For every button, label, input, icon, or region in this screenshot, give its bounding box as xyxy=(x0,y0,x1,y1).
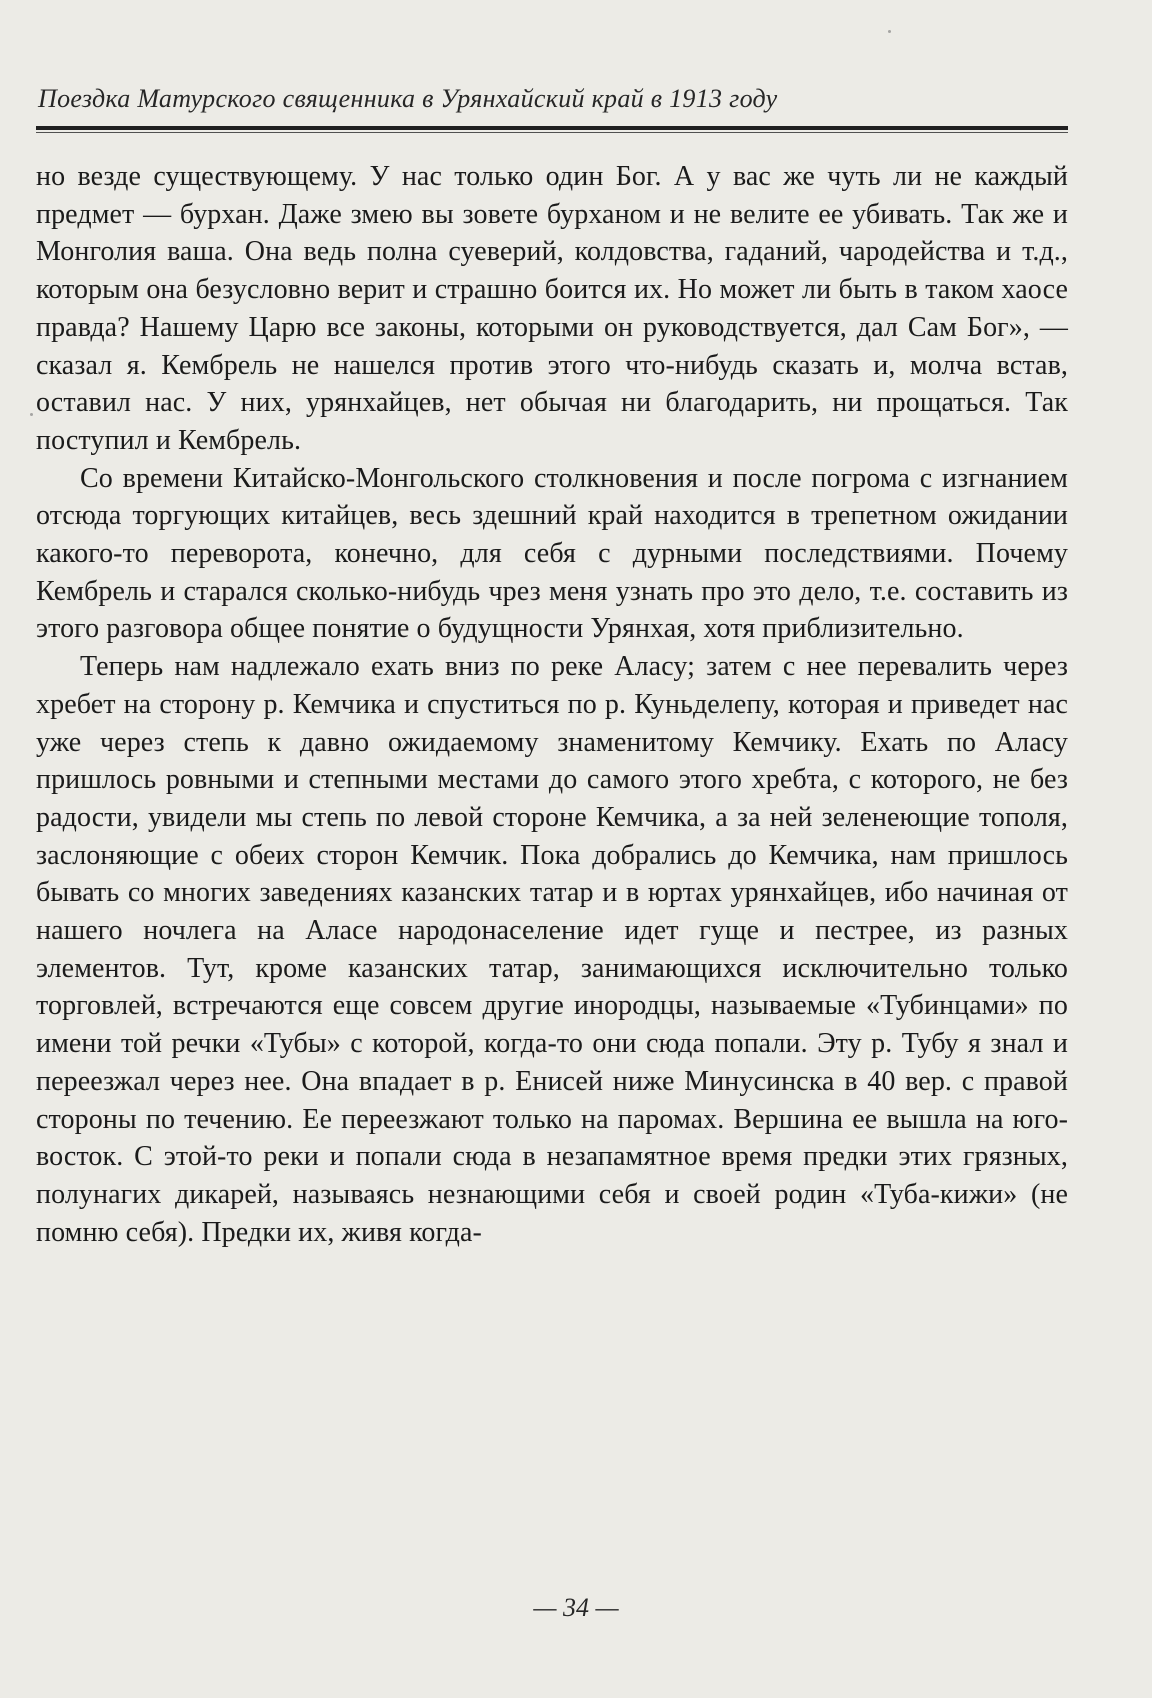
running-header-title: Поездка Матурского священника в Урянхайский край в 1913 году xyxy=(38,84,778,113)
page-number: — 34 — xyxy=(533,1593,619,1622)
paragraph-continued: но везде существующему. У нас только один Бог. А у вас же чуть ли не каждый предмет — бурхан. Даже змею вы зовете бурханом и не велите ее убивать. Так же и Монголия ваша. Она ведь полна суеверий, колдовства, гаданий, чародейства и т.д., которым она безусловно верит и страшно боится их. Но может ли быть в таком хаосе правда? Нашему Царю все законы, которыми он руководствуется, дал Сам Бог», — сказал я. Кембрель не нашелся против этого что-нибудь сказать и, молча встав, оставил нас. У них, урянхайцев, нет обычая ни благодарить, ни прощаться. Так поступил и Кембрель. xyxy=(36,161,1068,456)
paper-speck xyxy=(30,413,33,416)
body-text xyxy=(36,158,1068,1251)
header-rule-thick xyxy=(36,126,1068,130)
paper-speck xyxy=(888,30,891,33)
paragraph: Теперь нам надлежало ехать вниз по реке Аласу; затем с нее перевалить через хребет на сторону р. Кемчика и спуститься по р. Куньделепу, которая и приведет нас уже через степь к давно ожидаемому знаменитому Кемчику. Ехать по Аласу пришлось ровными и степными местами до самого этого хребта, с которого, не без радости, увидели мы степь по левой стороне Кемчика, а за ней зеленеющие тополя, заслоняющие с обеих сторон Кемчик. Пока добрались до Кемчика, нам пришлось бывать со многих заведениях казанских татар и в юртах урянхайцев, ибо начиная от нашего ночлега на Аласе народонаселение идет гуще и пестрее, из разных элементов. Тут, кроме казанских татар, занимающихся исключительно только торговлей, встречаются еще совсем другие инородцы, называемые «Тубинцами» по имени той речки «Тубы» с которой, когда-то они сюда попали. Эту р. Тубу я знал и переезжал через нее. Она впадает в р. Енисей ниже Минусинска в 40 вер. с правой стороны по течению. Ее переезжают только на паромах. Вершина ее вышла на юго-восток. С этой-то реки и попали сюда в незапамятное время предки этих грязных, полунагих дикарей, называясь незнающими себя и своей родин «Туба-кижи» (не помню себя). Предки их, живя когда- xyxy=(36,651,1068,1248)
header-rule-thin xyxy=(36,132,1068,133)
paragraph: Со времени Китайско-Монгольского столкновения и после погрома с изгнанием отсюда торгующих китайцев, весь здешний край находится в трепетном ожидании какого-то переворота, конечно, для себя с дурными последствиями. Почему Кембрель и старался сколько-нибудь чрез меня узнать про это дело, т.е. составить из этого разговора общее понятие о будущности Урянхая, хотя приблизительно. xyxy=(36,462,1068,645)
